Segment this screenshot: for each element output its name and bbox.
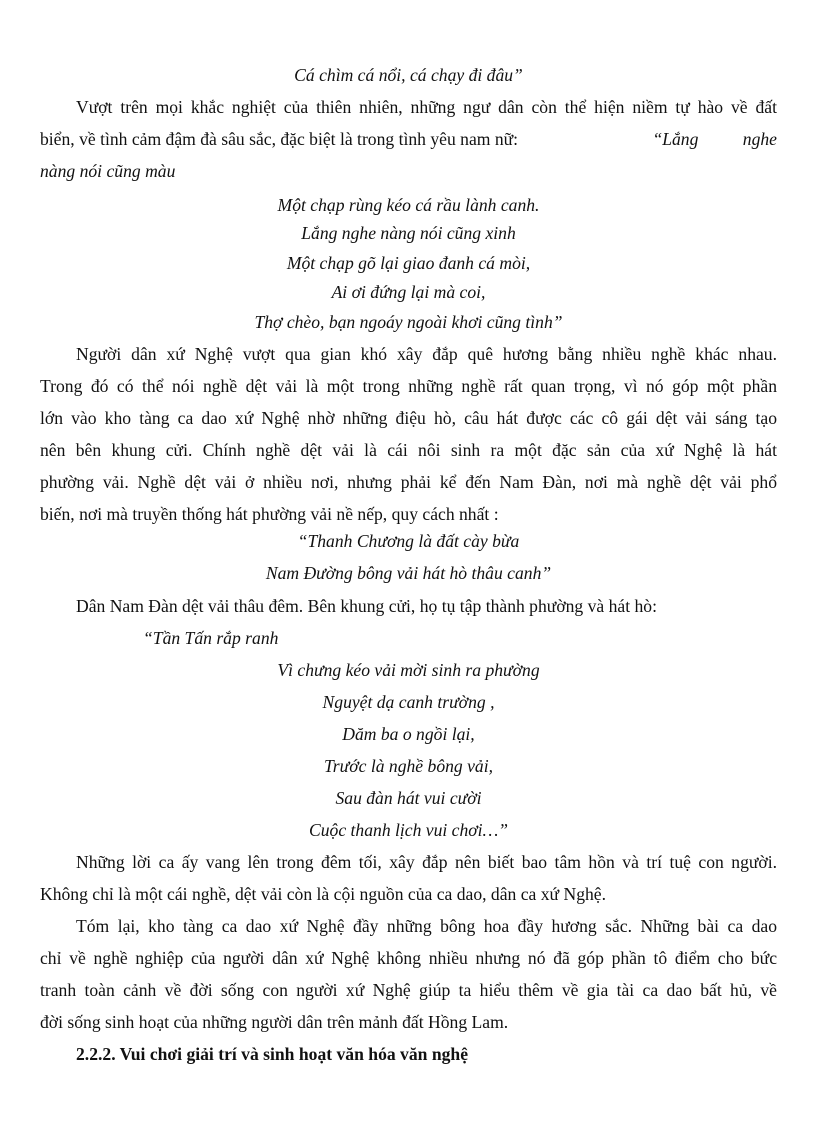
section-heading: 2.2.2. Vui chơi giải trí và sinh hoạt văn hóa văn nghệ bbox=[76, 1044, 469, 1064]
paragraph-line: Những lời ca ấy vang lên trong đêm tối, xây đắp nên biết bao tâm hồn và trí tuệ con người. bbox=[76, 852, 777, 872]
verse-line: Vì chưng kéo vải mời sinh ra phường bbox=[277, 660, 540, 680]
paragraph-line: đời sống sinh hoạt của những người dân trên mảnh đất Hồng Lam. bbox=[40, 1012, 509, 1032]
verse-line: Nam Đường bông vải hát hò thâu canh” bbox=[265, 563, 552, 583]
verse-line: “Thanh Chương là đất cày bừa bbox=[297, 531, 520, 551]
verse-line: Cuộc thanh lịch vui chơi…” bbox=[309, 820, 508, 840]
verse-line: Ai ơi đứng lại mà coi, bbox=[331, 282, 486, 302]
verse-line: Thợ chèo, bạn ngoáy ngoài khơi cũng tình” bbox=[254, 312, 563, 332]
verse-quote-start: “Lắng nghe bbox=[652, 129, 777, 149]
paragraph-line: Vượt trên mọi khắc nghiệt của thiên nhiên, những ngư dân còn thể hiện niềm tự hào về đất bbox=[76, 97, 777, 117]
paragraph-line: tranh toàn cảnh về đời sống con người xứ Nghệ giúp ta hiểu thêm về gia tài ca dao bất hủ, về bbox=[40, 980, 777, 1000]
paragraph-line: Trong đó có thể nói nghề dệt vải là một trong những nghề rất quan trọng, vì nó góp một phần bbox=[40, 376, 777, 396]
verse-line: Lắng nghe nàng nói cũng xinh bbox=[301, 223, 516, 243]
paragraph-line: Không chỉ là một cái nghề, dệt vải còn là cội nguồn của ca dao, dân ca xứ Nghệ. bbox=[40, 884, 606, 904]
paragraph-line: Dân Nam Đàn dệt vải thâu đêm. Bên khung cửi, họ tụ tập thành phường và hát hò: bbox=[76, 596, 657, 616]
paragraph-line: nên bên khung cửi. Chính nghề dệt vải là cái nôi sinh ra một đặc sản của xứ Nghệ là hát bbox=[40, 440, 777, 460]
paragraph-line: Tóm lại, kho tàng ca dao xứ Nghệ đầy những bông hoa đầy hương sắc. Những bài ca dao bbox=[76, 916, 777, 936]
verse-line: nàng nói cũng màu bbox=[40, 161, 176, 181]
verse-line: Nguyệt dạ canh trường , bbox=[322, 692, 495, 712]
verse-line: “Tần Tấn rắp ranh bbox=[143, 628, 279, 648]
verse-line: Dăm ba o ngồi lại, bbox=[342, 724, 475, 744]
paragraph-text: biển, về tình cảm đậm đà sâu sắc, đặc biệt là trong tình yêu nam nữ: bbox=[40, 129, 519, 149]
verse-line: Trước là nghề bông vải, bbox=[323, 756, 493, 776]
paragraph-line: lớn vào kho tàng ca dao xứ Nghệ nhờ những điệu hò, câu hát được các cô gái dệt vải sáng tạo bbox=[40, 408, 777, 428]
paragraph-line: chỉ về nghề nghiệp của người dân xứ Nghệ không nhiều nhưng nó đã góp phần tô điểm cho bức bbox=[40, 948, 777, 968]
paragraph-line: biến, nơi mà truyền thống hát phường vải nề nếp, quy cách nhất : bbox=[40, 504, 499, 524]
paragraph-line bbox=[40, 128, 777, 150]
paragraph-line: phường vải. Nghề dệt vải ở nhiều nơi, nhưng phải kể đến Nam Đàn, nơi mà nghề dệt vải phổ bbox=[40, 472, 777, 492]
verse-line: Một chạp rùng kéo cá rầu lành canh. bbox=[277, 195, 540, 215]
verse-line: Cá chìm cá nổi, cá chạy đi đâu” bbox=[294, 65, 523, 85]
paragraph-line: Người dân xứ Nghệ vượt qua gian khó xây đắp quê hương bằng nhiều nghề khác nhau. bbox=[76, 344, 777, 364]
verse-line: Một chạp gõ lại giao đanh cá mòi, bbox=[286, 253, 531, 273]
verse-line: Sau đàn hát vui cười bbox=[335, 788, 482, 808]
